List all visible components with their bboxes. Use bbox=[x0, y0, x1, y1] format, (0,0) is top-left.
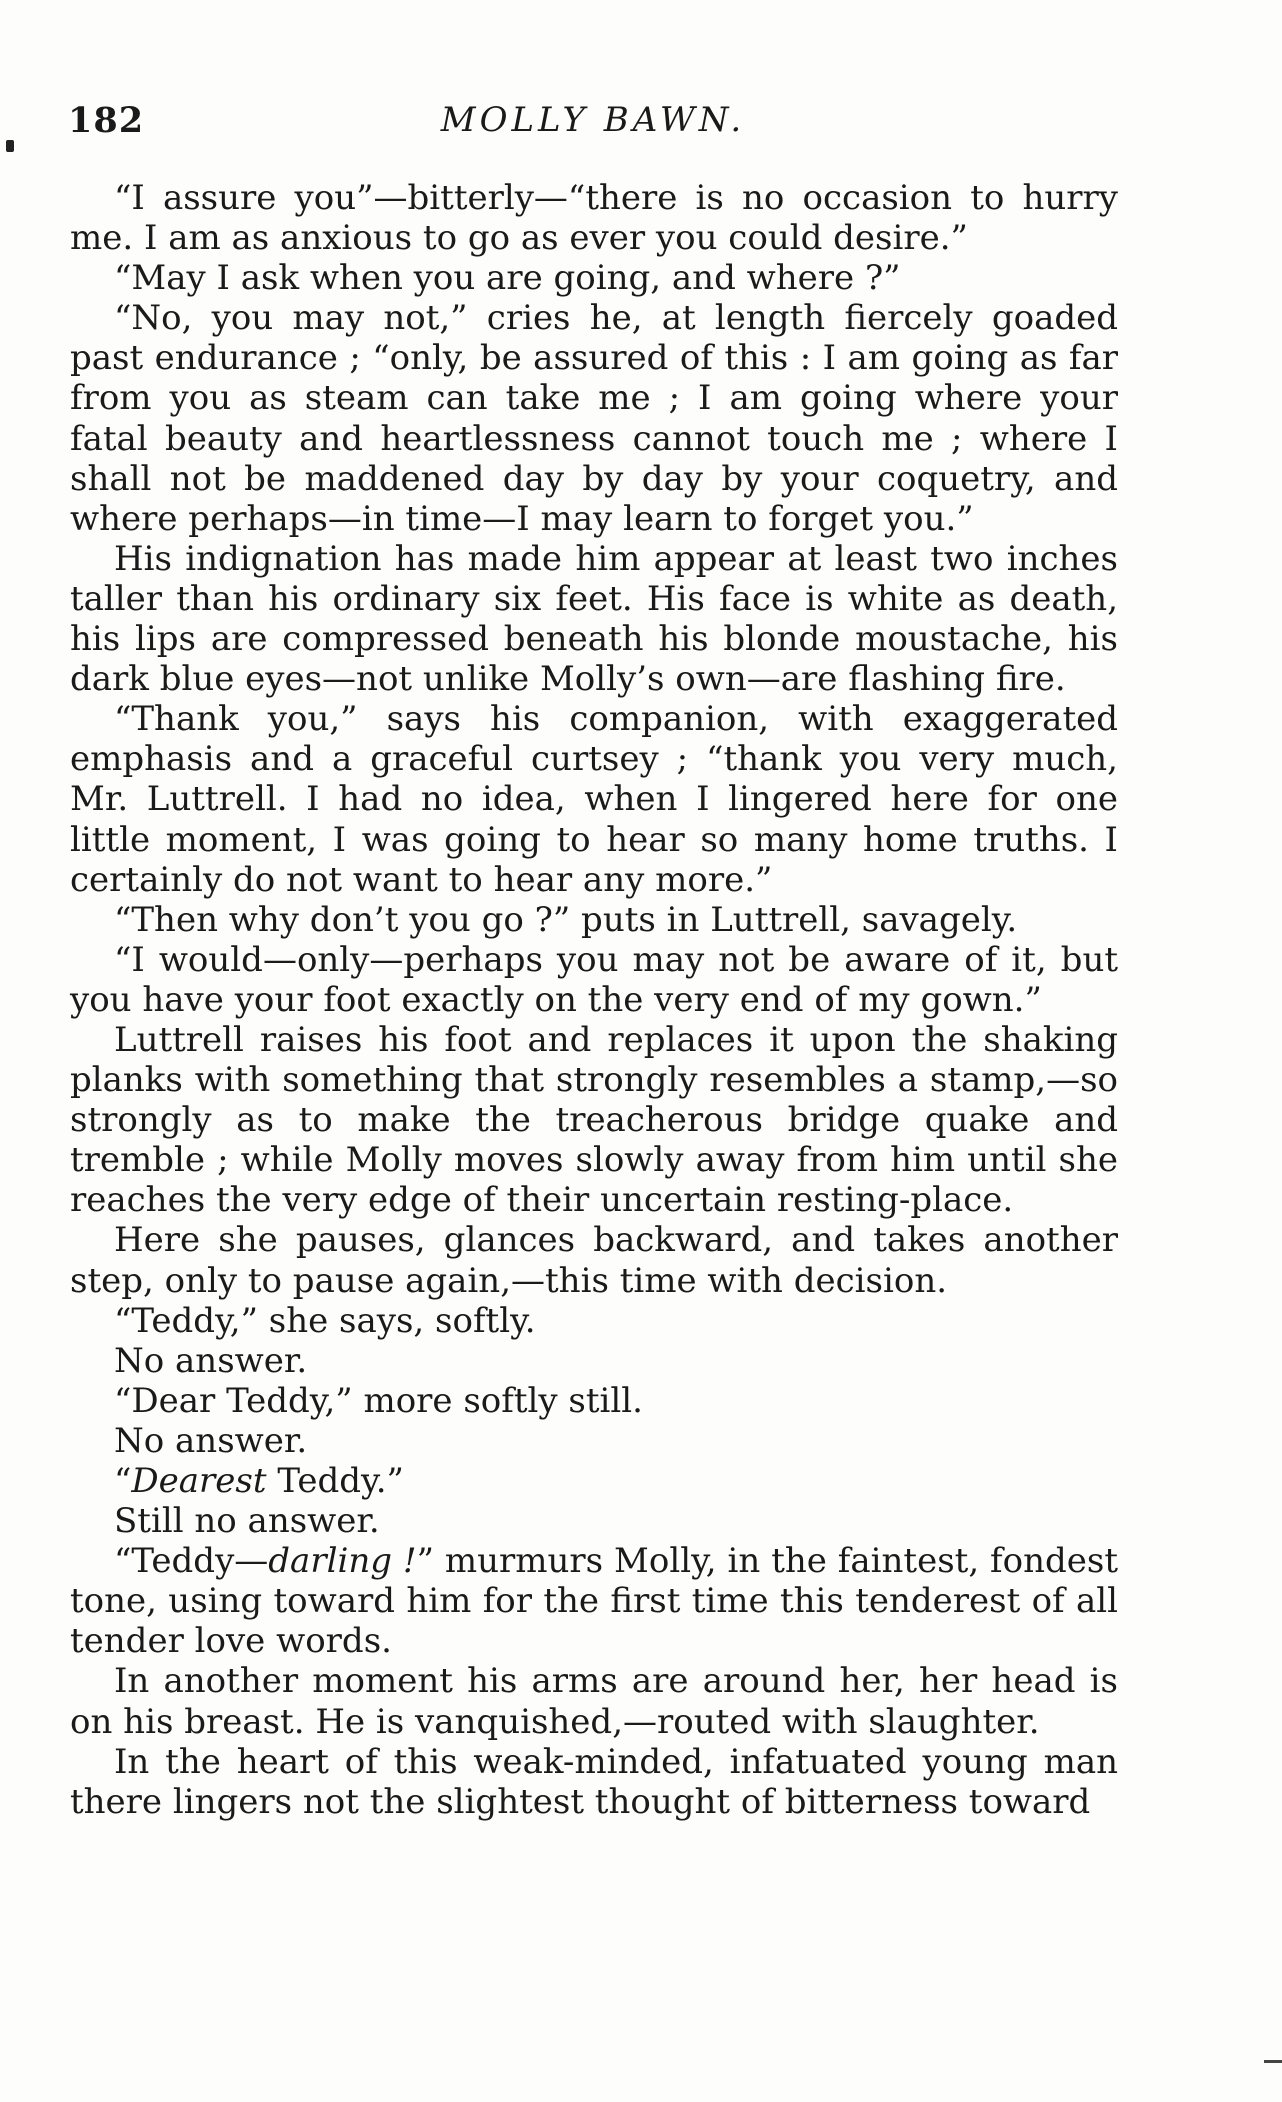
edge-mark bbox=[1264, 2060, 1282, 2063]
paragraph: In another moment his arms are around her, her head is on his breast. He is vanquished,—routed with slaughter. bbox=[70, 1661, 1118, 1742]
margin-ink-spot bbox=[6, 140, 14, 152]
paragraph-rest: ” murmurs Molly, in the faintest, fondest tone, using toward him for the first time this tenderest of all tender love words. bbox=[70, 1541, 1119, 1662]
italic-word: darling ! bbox=[268, 1541, 417, 1582]
page-number: 182 bbox=[68, 100, 145, 141]
page-header bbox=[68, 100, 1118, 150]
paragraph: “Thank you,” says his companion, with exaggerated emphasis and a graceful curtsey ; “thank you very much, Mr. Luttrell. I had no idea, when I lingered here for one little moment, I was going to hear so many home truths. I certainly do not want to hear any more.” bbox=[70, 699, 1118, 900]
body-text bbox=[70, 178, 1118, 1822]
paragraph-darling bbox=[70, 1541, 1118, 1661]
paragraph-rest: Teddy.” bbox=[266, 1461, 404, 1501]
paragraph: No answer. bbox=[114, 1340, 308, 1381]
paragraph: “May I ask when you are going, and where ?” bbox=[114, 258, 901, 299]
paragraph: No answer. bbox=[114, 1420, 308, 1461]
paragraph: “Then why don’t you go ?” puts in Luttrell, savagely. bbox=[114, 899, 1018, 940]
paragraph: Still no answer. bbox=[114, 1501, 380, 1542]
paragraph: “I assure you”—bitterly—“there is no occasion to hurry me. I am as anxious to go as ever you could desire.” bbox=[70, 178, 1118, 259]
paragraph: His indignation has made him appear at least two inches taller than his ordinary six feet. His face is white as death, his lips are compressed beneath his blonde moustache, his dark blue eyes—not unlike Molly’s own—are flashing fire. bbox=[70, 538, 1118, 700]
italic-word: Dearest bbox=[131, 1461, 267, 1501]
paragraph: Luttrell raises his foot and replaces it upon the shaking planks with something that strongly resembles a stamp,—so strongly as to make the treacherous bridge quake and tremble ; while Molly moves slowly away from him until she reaches the very edge of their uncertain resting-place. bbox=[70, 1019, 1118, 1221]
paragraph: Here she pauses, glances backward, and takes another step, only to pause again,—this time with decision. bbox=[70, 1220, 1118, 1301]
paragraph: “I would—only—perhaps you may not be aware of it, but you have your foot exactly on the very end of my gown.” bbox=[70, 939, 1118, 1020]
running-title: MOLLY BAWN. bbox=[440, 100, 746, 140]
paragraph: In the heart of this weak-minded, infatuated young man there lingers not the slightest thought of bitterness toward bbox=[70, 1741, 1118, 1822]
paragraph: “Dear Teddy,” more softly still. bbox=[114, 1380, 643, 1421]
paragraph: “Teddy,” she says, softly. bbox=[114, 1300, 536, 1341]
open-quote: “ bbox=[114, 1461, 132, 1501]
paragraph-dearest bbox=[70, 1461, 1118, 1501]
paragraph: “No, you may not,” cries he, at length fiercely goaded past endurance ; “only, be assured of this : I am going as far from you as steam can take me ; I am going where your fatal beauty and heartlessness cannot touch me ; where I shall not be maddened day by day by your coquetry, and where perhaps—in time—I may learn to forget you.” bbox=[70, 298, 1118, 539]
paragraph-start: “Teddy— bbox=[114, 1541, 269, 1582]
